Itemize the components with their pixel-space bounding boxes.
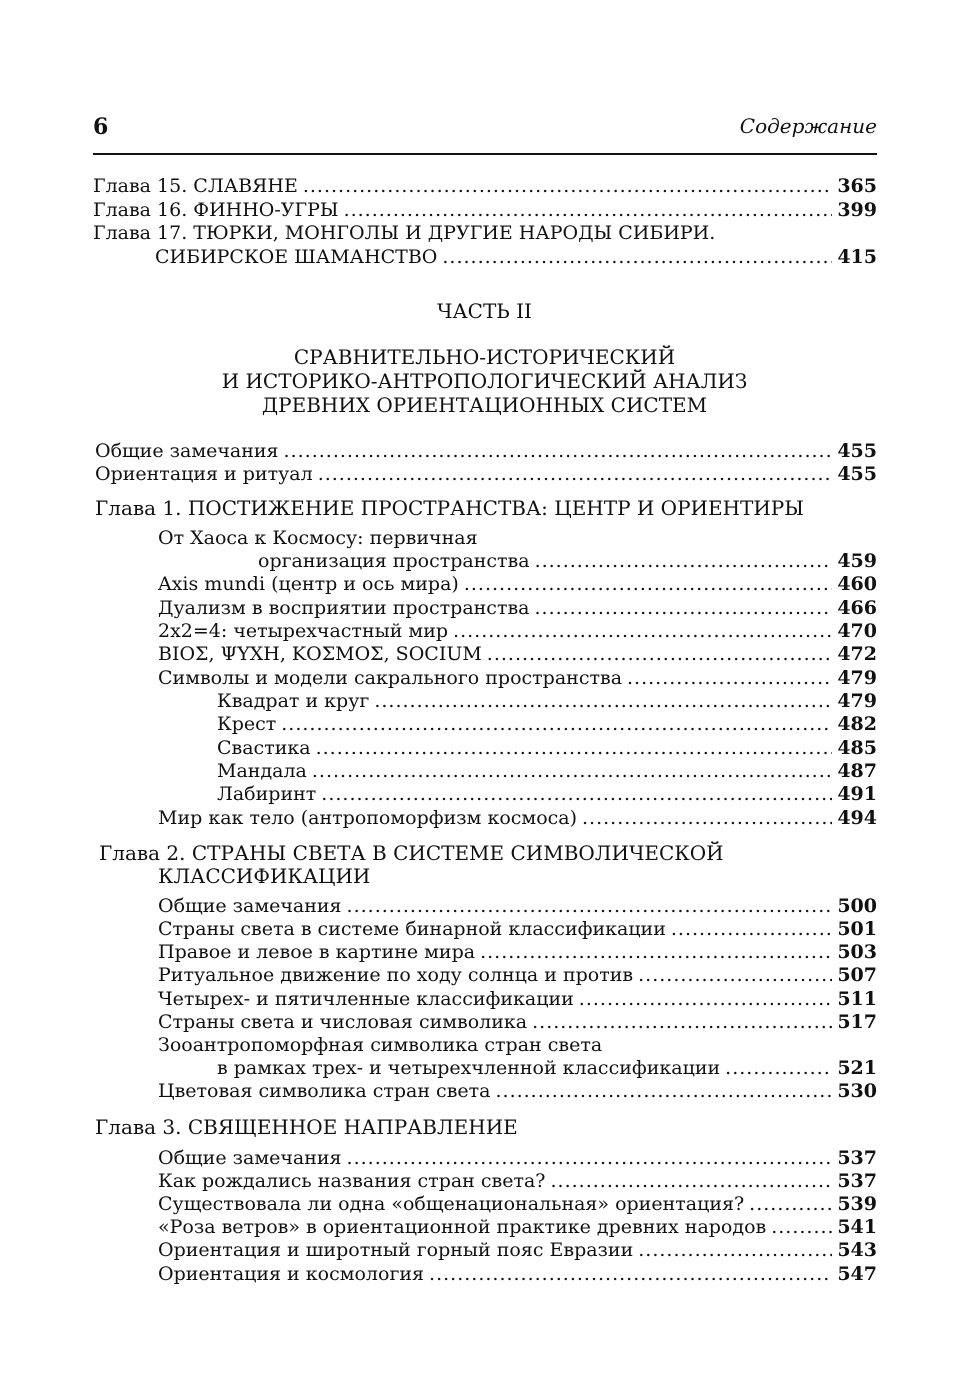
toc-entry	[158, 572, 877, 596]
entry-title: Глава 17. ТЮРКИ, МОНГОЛЫ И ДРУГИЕ НАРОДЫ СИБИРИ.	[93, 222, 716, 244]
entry-page: 530	[837, 1080, 877, 1102]
entry-title: Свастика	[217, 737, 311, 759]
entry-page: 455	[837, 463, 877, 485]
entry-title: Цветовая символика стран света	[158, 1080, 491, 1102]
toc-entry	[158, 1192, 877, 1216]
toc-entry	[158, 1238, 877, 1262]
toc-entry	[158, 666, 877, 690]
part-title-line: ДРЕВНИХ ОРИЕНТАЦИОННЫХ СИСТЕМ	[261, 393, 708, 417]
entry-page: 517	[837, 1011, 877, 1033]
entry-title: Мир как тело (антропоморфизм космоса)	[158, 807, 578, 829]
entry-page: 539	[837, 1193, 877, 1215]
entry-page: 511	[837, 988, 877, 1010]
entry-title: Глава 16. ФИННО-УГРЫ	[93, 199, 339, 221]
entry-title: СИБИРСКОЕ ШАМАНСТВО	[155, 246, 438, 268]
entry-title: 2x2=4: четырехчастный мир	[158, 620, 449, 642]
part-title-line: И ИСТОРИКО-АНТРОПОЛОГИЧЕСКИЙ АНАЛИЗ	[221, 369, 748, 393]
entry-title: От Хаоса к Космосу: первичная	[158, 527, 478, 549]
toc-entry	[93, 174, 877, 198]
entry-title: Общие замечания	[158, 1147, 342, 1169]
entry-title: Мандала	[217, 760, 307, 782]
entry-page: 487	[837, 760, 877, 782]
chapter-title: Глава 3. СВЯЩЕННОЕ НАПРАВЛЕНИЕ	[95, 1115, 518, 1139]
entry-page: 470	[837, 620, 877, 642]
entry-title: Четырех- и пятичленные классификации	[158, 988, 574, 1010]
entry-page: 521	[837, 1057, 877, 1079]
toc-entry	[95, 462, 877, 486]
entry-page: 415	[837, 246, 877, 268]
toc-subentry	[217, 736, 877, 760]
entry-title: Ритуальное движение по ходу солнца и против	[158, 964, 634, 986]
entry-page: 547	[837, 1263, 877, 1285]
toc-entry	[158, 1215, 877, 1239]
toc-entry	[95, 439, 877, 463]
page-number: 6	[93, 114, 109, 140]
running-title: Содержание	[739, 114, 877, 138]
chapter-title: Глава 1. ПОСТИЖЕНИЕ ПРОСТРАНСТВА: ЦЕНТР И ОРИЕНТИРЫ	[95, 496, 804, 520]
toc-entry	[217, 1056, 877, 1080]
entry-page: 466	[837, 597, 877, 619]
toc-entry	[158, 1146, 877, 1170]
entry-page: 494	[837, 807, 877, 829]
chapter-title: КЛАССИФИКАЦИИ	[158, 864, 371, 888]
entry-title: Зооантропоморфная символика стран света	[158, 1034, 603, 1056]
entry-page: 501	[837, 918, 877, 940]
toc-entry	[155, 245, 877, 269]
entry-page: 460	[837, 573, 877, 595]
toc-entry	[158, 963, 877, 987]
toc-entry	[158, 894, 877, 918]
entry-page: 543	[837, 1239, 877, 1261]
toc-entry	[158, 596, 877, 620]
part-label: ЧАСТЬ II	[437, 299, 532, 323]
toc-subentry	[217, 689, 877, 713]
chapter-title: Глава 2. СТРАНЫ СВЕТА В СИСТЕМЕ СИМВОЛИЧЕСКОЙ	[99, 841, 724, 865]
toc-entry	[158, 642, 877, 666]
entry-page: 472	[837, 643, 877, 665]
entry-title: Страны света в системе бинарной классификации	[158, 918, 666, 940]
entry-title: Квадрат и круг	[217, 690, 370, 712]
entry-title: Символы и модели сакрального пространства	[158, 667, 623, 689]
toc-entry	[158, 619, 877, 643]
entry-title: Как рождались названия стран света?	[158, 1170, 546, 1192]
entry-page: 399	[837, 199, 877, 221]
entry-title: организация пространства	[258, 550, 530, 572]
toc-entry	[158, 917, 877, 941]
entry-page: 507	[837, 964, 877, 986]
entry-title: Ориентация и ритуал	[95, 463, 313, 485]
entry-title: Ориентация и космология	[158, 1263, 425, 1285]
entry-page: 537	[837, 1147, 877, 1169]
entry-title: Ориентация и широтный горный пояс Евразии	[158, 1239, 634, 1261]
header-rule	[93, 153, 877, 155]
toc-entry	[158, 806, 877, 830]
toc-entry	[158, 1079, 877, 1103]
entry-title: Существовала ли одна «общенациональная» ориентация?	[158, 1193, 745, 1215]
entry-title: Крест	[217, 713, 277, 735]
toc-subentry	[217, 759, 877, 783]
entry-title: в рамках трех- и четырехчленной классификации	[217, 1057, 721, 1079]
entry-page: 455	[837, 440, 877, 462]
entry-page: 459	[837, 550, 877, 572]
entry-page: 479	[837, 667, 877, 689]
entry-page: 503	[837, 941, 877, 963]
toc-entry	[93, 198, 877, 222]
entry-title: Лабиринт	[217, 783, 317, 805]
entry-title: Правое и левое в картине мира	[158, 941, 476, 963]
toc-entry	[158, 940, 877, 964]
entry-page: 537	[837, 1170, 877, 1192]
toc-entry	[258, 549, 877, 573]
entry-title: Дуализм в восприятии пространства	[158, 597, 530, 619]
entry-title: ΒΙΟΣ, ΨΥΧΗ, ΚΟΣΜΟΣ, SOCIUM	[158, 643, 482, 665]
part-title-line: СРАВНИТЕЛЬНО-ИСТОРИЧЕСКИЙ	[293, 345, 676, 369]
entry-page: 479	[837, 690, 877, 712]
entry-page: 482	[837, 713, 877, 735]
entry-title: Общие замечания	[158, 895, 342, 917]
toc-subentry	[217, 782, 877, 806]
entry-title: Общие замечания	[95, 440, 279, 462]
toc-entry	[158, 1010, 877, 1034]
entry-page: 485	[837, 737, 877, 759]
toc-entry	[158, 1169, 877, 1193]
toc-subentry	[217, 712, 877, 736]
toc-entry	[158, 987, 877, 1011]
entry-page: 500	[837, 895, 877, 917]
entry-page: 491	[837, 783, 877, 805]
entry-title: Глава 15. СЛАВЯНЕ	[93, 175, 298, 197]
entry-page: 365	[837, 175, 877, 197]
entry-title: Страны света и числовая символика	[158, 1011, 528, 1033]
entry-title: «Роза ветров» в ориентационной практике древних народов	[158, 1216, 767, 1238]
entry-title: Axis mundi (центр и ось мира)	[158, 573, 459, 595]
entry-page: 541	[837, 1216, 877, 1238]
toc-entry	[158, 1262, 877, 1286]
